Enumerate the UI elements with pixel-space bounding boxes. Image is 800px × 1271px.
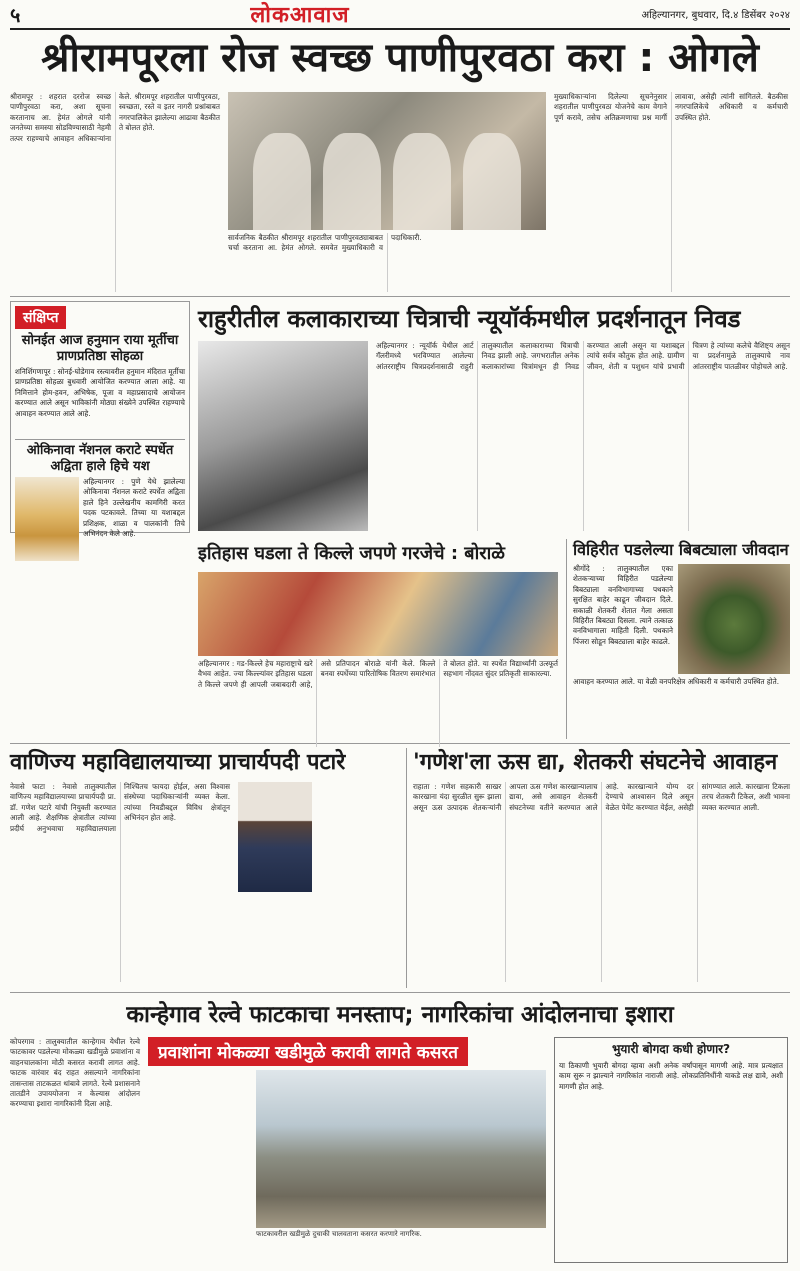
history-headline: इतिहास घडला ते किल्ले जपणे गरजेचे : बोराळे xyxy=(198,543,505,564)
rail-story xyxy=(10,997,790,1267)
art-headline: राहुरीतील कलाकाराच्या चित्राची न्यूयॉर्कमधील प्रदर्शनातून निवड xyxy=(198,305,741,333)
lead-photo xyxy=(228,92,546,230)
brief-column xyxy=(10,301,190,539)
well-story xyxy=(566,539,790,739)
lead-story xyxy=(10,92,790,292)
brief-item1-title: सोनईत आज हनुमान राया मूर्तीचा प्राणप्रतिष्ठा सोहळा xyxy=(21,333,179,364)
farmer-text: राहाता : गणेश सहकारी साखर कारखाना यंदा सुरळीत सुरू झाला असून ऊस उत्पादक शेतकऱ्यांनी आपला ऊस गणेश कारखान्यालाच द्यावा, असे आवाहन शेतकरी संघटनेच्या वतीने करण्यात आले आहे. कारखान्याने योग्य दर देण्याचे आश्वासन दिले असून वेळेत पेमेंट करण्यात येईल, असेही सांगण्यात आले. कारखाना टिकला तरच शेतकरी टिकेल, अशी भावना व्यक्त करण्यात आली. xyxy=(413,782,790,812)
rail-box-title: भुयारी बोगदा कधी होणार? xyxy=(611,1042,731,1056)
rail-center xyxy=(148,1037,546,1263)
well-text: श्रीगोंदे : तालुक्यातील एका शेतकऱ्याच्या विहिरीत पडलेल्या बिबट्याला वनविभागाच्या पथकाने सुरक्षित बाहेर काढून जीवदान दिले. सकाळी शेतकरी शेतात गेला असता विहिरीत बिबट्या दिसला. त्याने तत्काळ वनविभागाला माहिती दिली. पथकाने पिंजरा सोडून बिबट्याला बाहेर काढले. xyxy=(573,564,673,646)
lead-caption: सार्वजनिक बैठकीत श्रीरामपूर शहरातील पाणीपुरवठ्याबाबत चर्चा करताना आ. हेमंत ओगले. समवेत मुख्याधिकारी व पदाधिकारी. xyxy=(228,232,422,253)
art-text: अहिल्यानगर : न्यूयॉर्क येथील आर्ट गॅलरीमध्ये भरविण्यात आलेल्या आंतरराष्ट्रीय चित्रप्रदर्शनासाठी राहुरी तालुक्यातील कलाकाराच्या चित्राची निवड झाली आहे. जगभरातील अनेक कलाकारांच्या चित्रांमधून ही निवड करण्यात आली असून या यशाबद्दल त्यांचे सर्वत्र कौतुक होत आहे. ग्रामीण जीवन, शेती व पशुधन यांचे प्रभावी चित्रण हे त्यांच्या कलेचे वैशिष्ट्य असून या प्रदर्शनामुळे तालुक्याचे नाव आंतरराष्ट्रीय पातळीवर पोहोचले आहे. xyxy=(376,341,790,371)
rail-text-mid xyxy=(148,1070,248,1260)
page-number: ५ xyxy=(10,2,21,27)
rail-box-text: या ठिकाणी भुयारी बोगदा व्हावा अशी अनेक वर्षांपासून मागणी आहे. मात्र प्रत्यक्षात काम सुरू न झाल्याने नागरिकांत नाराजी आहे. लोकप्रतिनिधींनी याकडे लक्ष द्यावे, अशी मागणी होत आहे. xyxy=(559,1061,783,1091)
brief-label: संक्षिप्त xyxy=(15,306,66,329)
rail-box xyxy=(554,1037,788,1263)
farmer-headline: 'गणेश'ला ऊस द्या, शेतकरी संघटनेचे आवाहन xyxy=(413,750,778,775)
college-story xyxy=(10,748,398,988)
college-headline: वाणिज्य महाविद्यालयाच्या प्राचार्यपदी पटारे xyxy=(10,750,346,775)
history-text: अहिल्यानगर : गड-किल्ले हेच महाराष्ट्राचे खरे वैभव आहेत. ज्या किल्ल्यांवर इतिहास घडला ते किल्ले जपणे ही आपली जबाबदारी आहे, असे प्रतिपादन बोराळे यांनी केले. किल्ले बनवा स्पर्धेच्या पारितोषिक वितरण समारंभात ते बोलत होते. या स्पर्धेत विद्यार्थ्यांनी उत्स्फूर्त सहभाग नोंदवत सुंदर प्रतिकृती साकारल्या. xyxy=(198,659,558,689)
lead-text-left: श्रीरामपूर : शहरात दररोज स्वच्छ पाणीपुरवठा करा, अशा सूचना करतानाच आ. हेमंत ओगले यांनी जनतेच्या समस्या सोडविण्यासाठी नेहमी तत्पर राहण्याचे आवाहन अधिकाऱ्यांना केले. श्रीरामपूर शहरातील पाणीपुरवठा, स्वच्छता, रस्ते व इतर नागरी प्रश्नांबाबत नगरपालिकेत झालेल्या आढावा बैठकीत ते बोलत होते. xyxy=(10,92,220,143)
rail-text-left: कोपरगाव : तालुक्यातील कान्हेगाव येथील रेल्वे फाटकावर पडलेल्या मोकळ्या खडीमुळे प्रवाशांना व वाहनचालकांना मोठी कसरत करावी लागत आहे. फाटक वारंवार बंद राहत असल्याने नागरिकांना तासन्तास ताटकळत थांबावे लागते. रेल्वे प्रशासनाने तातडीने उपाययोजना न केल्यास आंदोलन करण्याचा इशारा नागरिकांनी दिला आहे. xyxy=(10,1037,140,1109)
history-story xyxy=(198,539,558,739)
brief-item2-title: ओकिनावा नॅशनल कराटे स्पर्धेत अद्विता हाले हिचे यश xyxy=(15,439,185,475)
college-text: नेवासे फाटा : नेवासे तालुक्यातील वाणिज्य महाविद्यालयाच्या प्राचार्यपदी प्रा. डॉ. गणेश पटारे यांची नियुक्ती करण्यात आली आहे. शैक्षणिक क्षेत्रातील त्यांच्या प्रदीर्घ अनुभवाचा महाविद्यालयाला निश्चितच फायदा होईल, असा विश्वास संस्थेच्या पदाधिकाऱ्यांनी व्यक्त केला. त्यांच्या निवडीबद्दल विविध क्षेत्रांतून अभिनंदन होत आहे. xyxy=(10,782,230,833)
brief-item1-text: शनिशिंगणापूर : सोनई-घोडेगाव रस्त्यावरील हनुमान मंदिरात मूर्तीचा प्राणप्रतिष्ठा सोहळा बुधवारी आयोजित करण्यात आला आहे. या निमित्ताने होम-हवन, अभिषेक, पूजा व महाप्रसादाचे आयोजन करण्यात आले असून भाविकांनी मोठ्या संख्येने उपस्थित राहण्याचे आवाहन करण्यात आले आहे. xyxy=(15,367,185,418)
art-photo xyxy=(198,341,368,531)
brief-item2-photo xyxy=(15,477,79,561)
rail-photo xyxy=(256,1070,546,1228)
rail-caption: फाटकावरील खडीमुळे दुचाकी चालवताना कसरत करणारे नागरिक. xyxy=(256,1230,422,1238)
brand-logo: लोकआवाज xyxy=(250,3,350,28)
lead-text-right: मुख्याधिकाऱ्यांना दिलेल्या सूचनेनुसार शहरातील पाणीपुरवठा योजनेचे काम वेगाने पूर्ण करावे, तसेच अतिक्रमणाचा प्रश्न मार्गी लावावा, असेही त्यांनी सांगितले. बैठकीस नगरपालिकेचे अधिकारी व कर्मचारी उपस्थित होते. xyxy=(554,92,788,122)
lead-headline: श्रीरामपूरला रोज स्वच्छ पाणीपुरवठा करा : ओगले xyxy=(41,35,759,81)
well-photo xyxy=(678,564,790,674)
lead-photo-block xyxy=(228,92,546,292)
art-story xyxy=(198,301,790,533)
farmer-story xyxy=(406,748,790,988)
well-caption: आवाहन करण्यात आले. या वेळी वनपरिक्षेत्र अधिकारी व कर्मचारी उपस्थित होते. xyxy=(573,677,779,686)
masthead xyxy=(10,0,790,30)
college-text-cont xyxy=(320,782,398,982)
college-portrait xyxy=(238,782,312,892)
history-photo xyxy=(198,572,558,656)
dateline: अहिल्यानगर, बुधवार, दि.४ डिसेंबर २०२४ xyxy=(641,10,790,21)
well-headline: विहिरीत पडलेल्या बिबट्याला जीवदान xyxy=(573,540,789,559)
rail-headline: कान्हेगाव रेल्वे फाटकाचा मनस्ताप; नागरिकांचा आंदोलनाचा इशारा xyxy=(126,1002,674,1028)
brief-item2-text: अहिल्यानगर : पुणे येथे झालेल्या ओकिनावा नॅशनल कराटे स्पर्धेत अद्विता हाले हिने उल्लेखनीय कामगिरी करत पदक पटकावले. तिच्या या यशाबद्दल प्रशिक्षक, शाळा व पालकांनी तिचे अभिनंदन केले आहे. xyxy=(83,477,185,539)
rail-subhead: प्रवाशांना मोकळ्या खडीमुळे करावी लागते कसरत xyxy=(148,1037,468,1066)
